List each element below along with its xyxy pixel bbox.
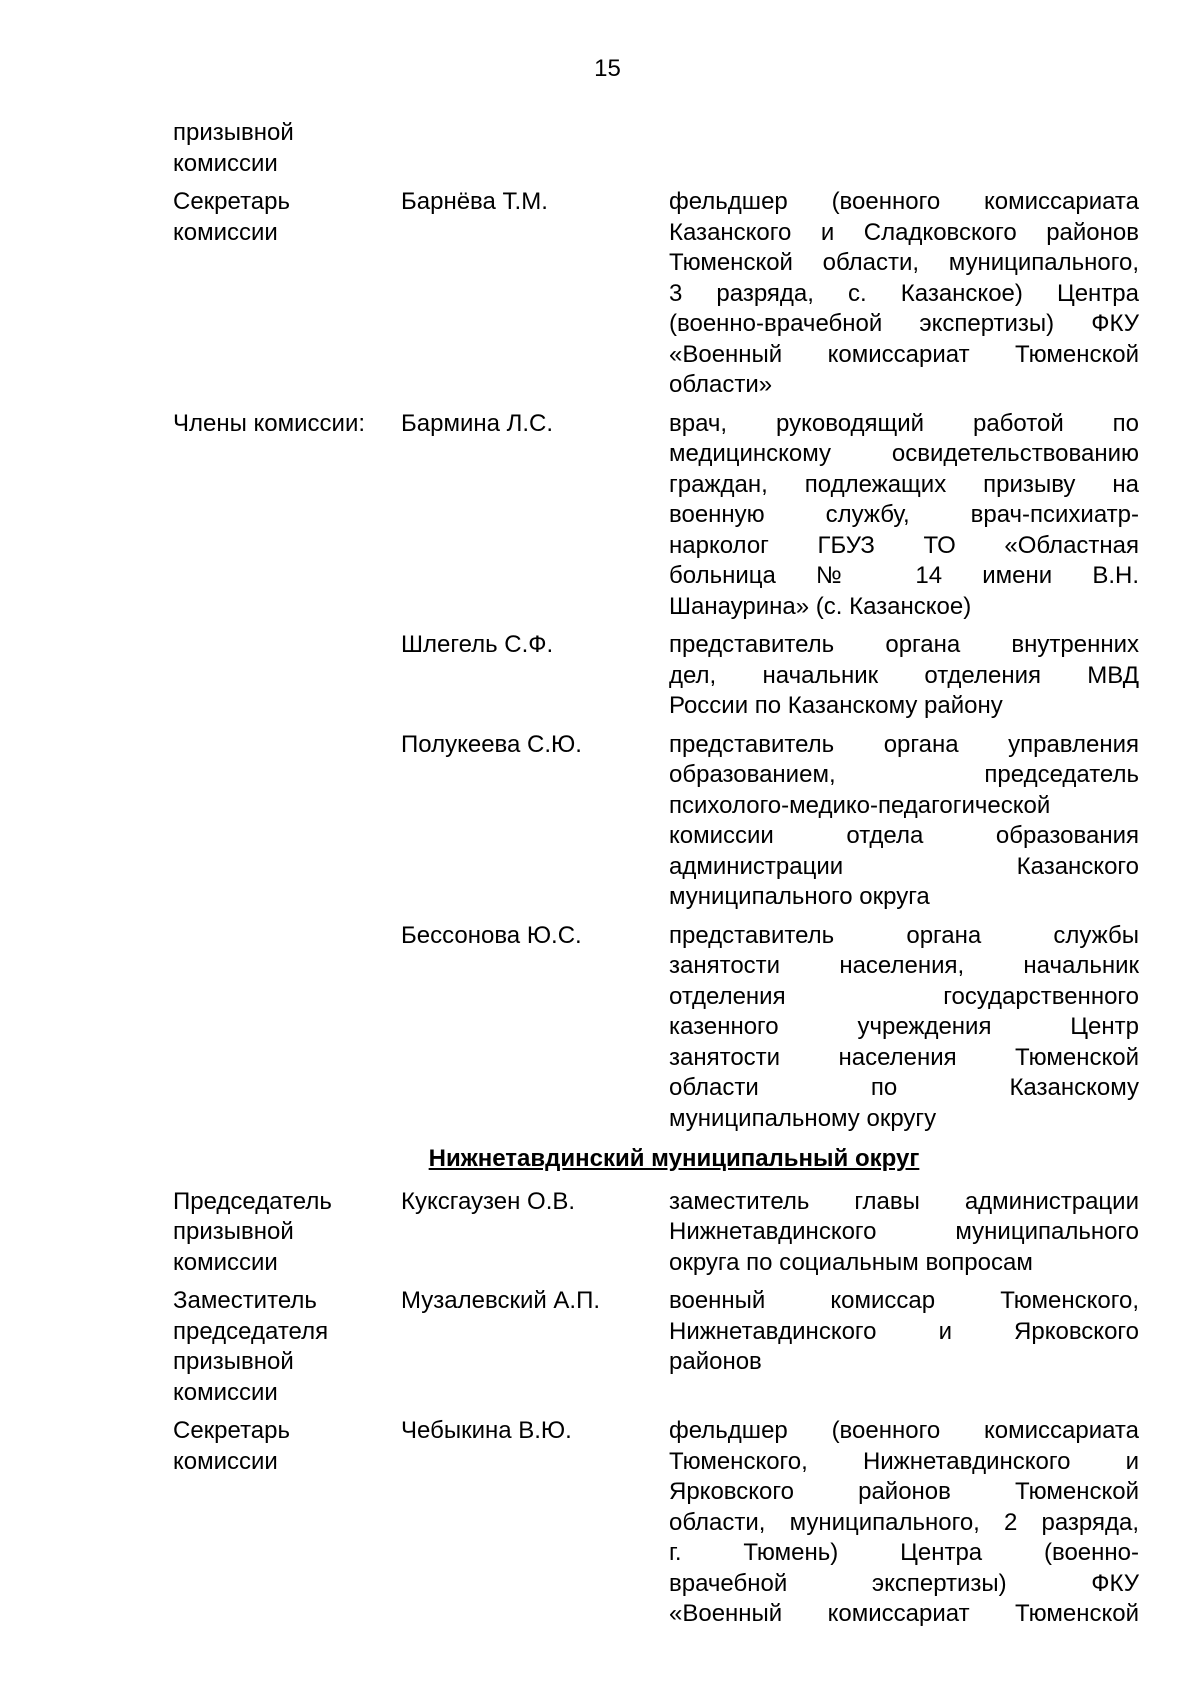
member-name: Куксгаузен О.В. bbox=[401, 1187, 576, 1215]
role-cell bbox=[173, 1416, 401, 1477]
member-row bbox=[173, 1187, 1139, 1279]
position-line: фельдшер (военного комиссариата bbox=[669, 188, 1139, 215]
position-line: занятости населения, начальник bbox=[669, 952, 1139, 979]
member-name: Полукеева С.Ю. bbox=[401, 730, 582, 758]
position-line: граждан, подлежащих призыву на bbox=[669, 470, 1139, 498]
member-row bbox=[173, 187, 1139, 401]
position-line: заместитель главы администрации bbox=[669, 1187, 1139, 1215]
position-line: г. Тюмень) Центра (военно- bbox=[669, 1539, 1139, 1566]
member-position bbox=[669, 630, 1139, 722]
position-line: больница № 14 имени В.Н. bbox=[669, 562, 1139, 589]
role-line: Председатель bbox=[173, 1187, 332, 1215]
position-line: представитель органа управления bbox=[669, 730, 1139, 758]
member-row bbox=[173, 730, 1139, 913]
position-line: (военно-врачебной экспертизы) ФКУ bbox=[669, 310, 1139, 337]
member-position bbox=[669, 1187, 1139, 1279]
role-line: Заместитель bbox=[173, 1287, 317, 1314]
role-line: комиссии bbox=[173, 1378, 278, 1406]
position-line: врачебной экспертизы) ФКУ bbox=[669, 1569, 1139, 1597]
position-line: «Военный комиссариат Тюменской bbox=[669, 340, 1139, 368]
member-name: Шлегель С.Ф. bbox=[401, 631, 554, 658]
role-line: председателя bbox=[173, 1317, 329, 1345]
page-number: 15 bbox=[594, 55, 621, 82]
position-line: образованием, председатель bbox=[669, 761, 1139, 788]
member-name: Барнёва Т.М. bbox=[401, 188, 548, 215]
member-position bbox=[669, 409, 1139, 623]
position-line: области, муниципального, 2 разряда, bbox=[669, 1508, 1139, 1536]
member-row bbox=[173, 921, 1139, 1135]
position-line: военный комиссар Тюменского, bbox=[669, 1287, 1139, 1314]
role-line: призывной bbox=[173, 119, 294, 146]
member-row bbox=[173, 1286, 1139, 1408]
position-line: Нижнетавдинского муниципального bbox=[669, 1218, 1139, 1245]
position-line: области» bbox=[669, 371, 773, 398]
role-line: Члены комиссии: bbox=[173, 409, 366, 437]
position-line: фельдшер (военного комиссариата bbox=[669, 1417, 1139, 1444]
position-line: районов bbox=[669, 1348, 762, 1375]
role-line: комиссии bbox=[173, 149, 278, 177]
position-line: занятости населения Тюменской bbox=[669, 1043, 1139, 1071]
member-row bbox=[173, 630, 1139, 722]
position-line: муниципального округа bbox=[669, 883, 930, 910]
role-cell bbox=[173, 118, 401, 179]
member-position bbox=[669, 187, 1139, 401]
role-line: призывной bbox=[173, 1218, 294, 1245]
position-line: психолого-медико-педагогической bbox=[669, 791, 1051, 819]
position-line: представитель органа службы bbox=[669, 921, 1139, 949]
position-line: Нижнетавдинского и Ярковского bbox=[669, 1317, 1139, 1345]
position-line: 3 разряда, с. Казанское) Центра bbox=[669, 279, 1139, 307]
position-line: представитель органа внутренних bbox=[669, 631, 1139, 658]
position-line: Тюменской области, муниципального, bbox=[669, 249, 1139, 276]
position-line: Ярковского районов Тюменской bbox=[669, 1478, 1139, 1505]
role-line: комиссии bbox=[173, 1248, 278, 1276]
position-line: военную службу, врач-психиатр- bbox=[669, 501, 1139, 528]
member-name: Бармина Л.С. bbox=[401, 409, 554, 437]
member-position bbox=[669, 1416, 1139, 1630]
member-position bbox=[669, 921, 1139, 1135]
role-line: призывной bbox=[173, 1348, 294, 1375]
position-line: округа по социальным вопросам bbox=[669, 1248, 1033, 1276]
member-row bbox=[173, 1416, 1139, 1630]
position-line: «Военный комиссариат Тюменской bbox=[669, 1600, 1139, 1627]
role-cell bbox=[173, 187, 401, 248]
position-line: муниципальному округу bbox=[669, 1104, 937, 1132]
position-line: Шанаурина» (с. Казанское) bbox=[669, 592, 972, 620]
position-line: Тюменского, Нижнетавдинского и bbox=[669, 1447, 1139, 1475]
position-line: комиссии отдела образования bbox=[669, 822, 1139, 849]
role-line: Секретарь bbox=[173, 1417, 290, 1444]
role-cell bbox=[173, 1187, 401, 1279]
continuation-row bbox=[173, 118, 1139, 179]
member-name: Чебыкина В.Ю. bbox=[401, 1417, 572, 1444]
position-line: дел, начальник отделения МВД bbox=[669, 661, 1139, 689]
role-cell bbox=[173, 409, 401, 440]
document-body bbox=[173, 118, 1139, 1630]
member-name: Музалевский А.П. bbox=[401, 1287, 601, 1314]
role-line: комиссии bbox=[173, 1447, 278, 1475]
member-name: Бессонова Ю.С. bbox=[401, 921, 582, 949]
position-line: России по Казанскому району bbox=[669, 692, 1003, 719]
position-line: администрации Казанского bbox=[669, 852, 1139, 880]
position-line: Казанского и Сладковского районов bbox=[669, 218, 1139, 246]
position-line: области по Казанскому bbox=[669, 1074, 1139, 1101]
role-cell bbox=[173, 1286, 401, 1408]
member-position bbox=[669, 1286, 1139, 1378]
position-line: нарколог ГБУЗ ТО «Областная bbox=[669, 531, 1139, 559]
member-row bbox=[173, 409, 1139, 623]
position-line: врач, руководящий работой по bbox=[669, 409, 1139, 437]
position-line: медицинскому освидетельствованию bbox=[669, 440, 1139, 467]
member-position bbox=[669, 730, 1139, 913]
section-title: Нижнетавдинский муниципальный округ bbox=[428, 1145, 920, 1172]
position-line: отделения государственного bbox=[669, 982, 1139, 1010]
position-line: казенного учреждения Центр bbox=[669, 1013, 1139, 1040]
role-line: комиссии bbox=[173, 218, 278, 246]
role-line: Секретарь bbox=[173, 188, 290, 215]
